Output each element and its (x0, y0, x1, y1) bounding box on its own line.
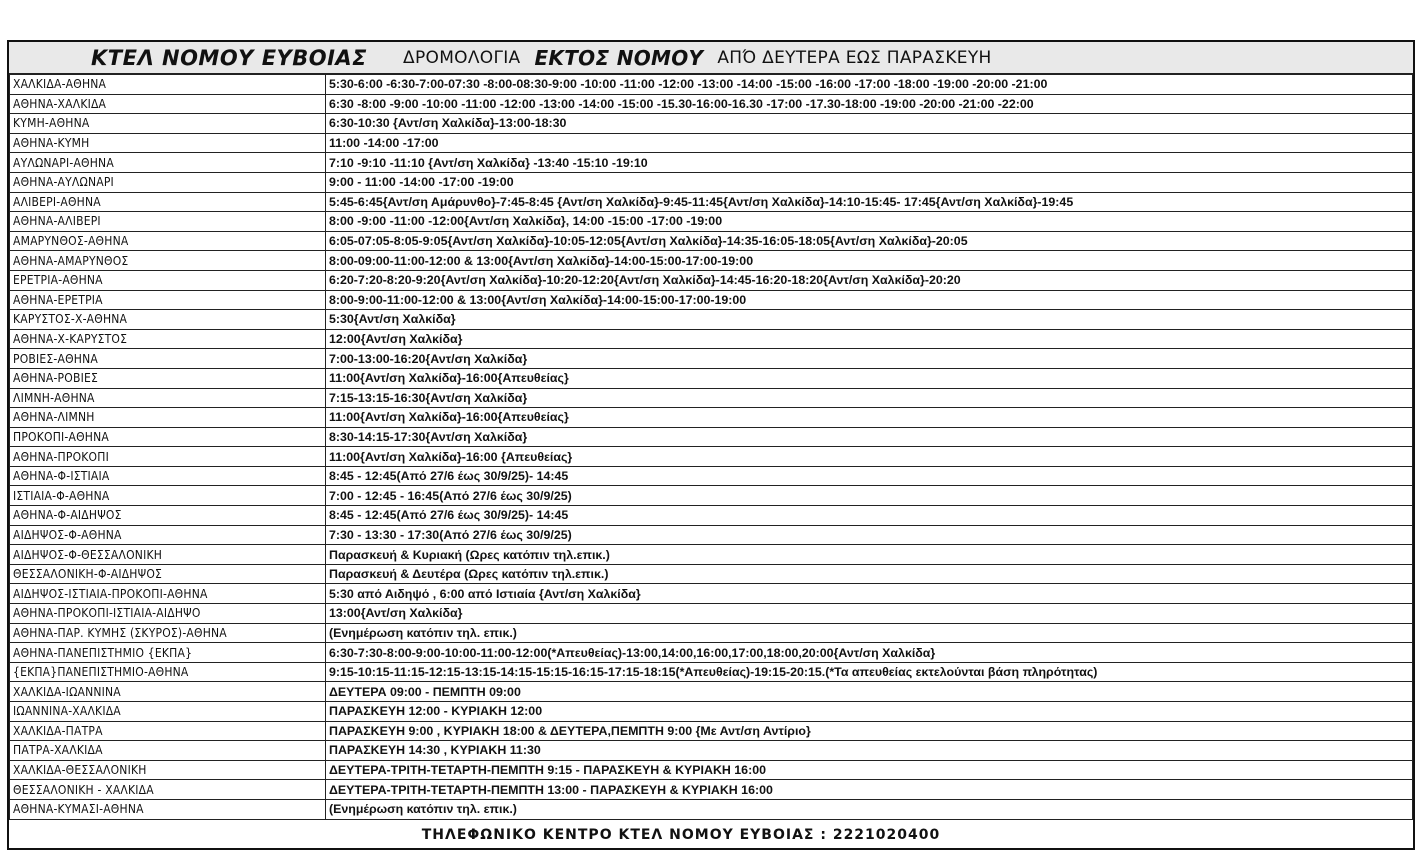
route-name: ΑΘΗΝΑ-ΚΥΜΗ (10, 133, 326, 153)
table-row (10, 604, 1413, 624)
route-name: ΑΘΗΝΑ-Φ-ΑΙΔΗΨΟΣ (10, 506, 326, 526)
route-times: 7:30 - 13:30 - 17:30(Από 27/6 έως 30/9/25) (326, 525, 1413, 545)
route-name: ΑΙΔΗΨΟΣ-ΙΣΤΙΑΙΑ-ΠΡΟΚΟΠΙ-ΑΘΗΝΑ (10, 584, 326, 604)
table-row (10, 310, 1413, 330)
table-row (10, 114, 1413, 134)
route-times: ΠΑΡΑΣΚΕΥΗ 14:30 , ΚΥΡΙΑΚΗ 11:30 (326, 741, 1413, 761)
route-name: ΧΑΛΚΙΔΑ-ΑΘΗΝΑ (10, 75, 326, 95)
route-times: 9:15-10:15-11:15-12:15-13:15-14:15-15:15-16:15-17:15-18:15(*Απευθείας)-19:15-20:15.(*Τα απευθείας εκτελούνται βάση πληρότητας) (326, 662, 1413, 682)
route-times: 6:30 -8:00 -9:00 -10:00 -11:00 -12:00 -13:00 -14:00 -15:00 -15.30-16:00-16.30 -17:00 -17.30-18:00 -19:00 -20:00 -21:00 -22:00 (326, 94, 1413, 114)
table-row (10, 447, 1413, 467)
route-times: 8:00-9:00-11:00-12:00 & 13:00{Αντ/ση Χαλκίδα}-14:00-15:00-17:00-19:00 (326, 290, 1413, 310)
route-times: 11:00 -14:00 -17:00 (326, 133, 1413, 153)
route-name: ΑΘΗΝΑ-ΠΑΡ. ΚΥΜΗΣ (ΣΚΥΡΟΣ)-ΑΘΗΝΑ (10, 623, 326, 643)
table-row (10, 388, 1413, 408)
header-scope: ΕΚΤΟΣ ΝΟΜΟΥ (534, 45, 704, 70)
table-row (10, 94, 1413, 114)
route-times: 7:00-13:00-16:20{Αντ/ση Χαλκίδα} (326, 349, 1413, 369)
table-row (10, 270, 1413, 290)
route-times: (Ενημέρωση κατόπιν τηλ. επικ.) (326, 799, 1413, 819)
route-times: ΠΑΡΑΣΚΕΥΗ 12:00 - ΚΥΡΙΑΚΗ 12:00 (326, 702, 1413, 722)
route-times: 7:15-13:15-16:30{Αντ/ση Χαλκίδα} (326, 388, 1413, 408)
route-name: ΑΘΗΝΑ-ΠΑΝΕΠΙΣΤΗΜΙΟ {ΕΚΠΑ} (10, 643, 326, 663)
table-row (10, 525, 1413, 545)
route-times: 5:30{Αντ/ση Χαλκίδα} (326, 310, 1413, 330)
route-times: 6:05-07:05-8:05-9:05{Αντ/ση Χαλκίδα}-10:05-12:05{Αντ/ση Χαλκίδα}-14:35-16:05-18:05{Αντ/ση Χαλκίδα}-20:05 (326, 231, 1413, 251)
timetable-sheet (7, 40, 1415, 850)
route-times: 8:00-09:00-11:00-12:00 & 13:00{Αντ/ση Χαλκίδα}-14:00-15:00-17:00-19:00 (326, 251, 1413, 271)
table-row (10, 564, 1413, 584)
route-times: 5:30 από Αιδηψό , 6:00 από Ιστιαία {Αντ/ση Χαλκίδα} (326, 584, 1413, 604)
route-times: 11:00{Αντ/ση Χαλκίδα}-16:00 {Απευθείας} (326, 447, 1413, 467)
route-name: ΑΘΗΝΑ-ΑΜΑΡΥΝΘΟΣ (10, 251, 326, 271)
table-row (10, 368, 1413, 388)
route-name: ΛΙΜΝΗ-ΑΘΗΝΑ (10, 388, 326, 408)
route-times: 7:10 -9:10 -11:10 {Αντ/ση Χαλκίδα} -13:40 -15:10 -19:10 (326, 153, 1413, 173)
route-times: 8:45 - 12:45(Από 27/6 έως 30/9/25)- 14:45 (326, 506, 1413, 526)
route-name: ΑΘΗΝΑ-ΑΥΛΩΝΑΡΙ (10, 172, 326, 192)
route-name: {ΕΚΠΑ}ΠΑΝΕΠΙΣΤΗΜΙΟ-ΑΘΗΝΑ (10, 662, 326, 682)
route-name: ΕΡΕΤΡΙΑ-ΑΘΗΝΑ (10, 270, 326, 290)
table-row (10, 251, 1413, 271)
route-times: ΔΕΥΤΕΡΑ-ΤΡΙΤΗ-ΤΕΤΑΡΤΗ-ΠΕΜΠΤΗ 9:15 - ΠΑΡΑΣΚΕΥΗ & ΚΥΡΙΑΚΗ 16:00 (326, 760, 1413, 780)
table-row (10, 408, 1413, 428)
route-times: ΔΕΥΤΕΡΑ-ΤΡΙΤΗ-ΤΕΤΑΡΤΗ-ΠΕΜΠΤΗ 13:00 - ΠΑΡΑΣΚΕΥΗ & ΚΥΡΙΑΚΗ 16:00 (326, 780, 1413, 800)
route-times: 13:00{Αντ/ση Χαλκίδα} (326, 604, 1413, 624)
route-times: 8:30-14:15-17:30{Αντ/ση Χαλκίδα} (326, 427, 1413, 447)
route-name: ΠΡΟΚΟΠΙ-ΑΘΗΝΑ (10, 427, 326, 447)
route-name: ΠΑΤΡΑ-ΧΑΛΚΙΔΑ (10, 741, 326, 761)
route-times: 6:30-7:30-8:00-9:00-10:00-11:00-12:00(*Απευθείας)-13:00,14:00,16:00,17:00,18:00,20:00{Αντ/ση Χαλκίδα} (326, 643, 1413, 663)
table-row (10, 662, 1413, 682)
route-times: Παρασκευή & Κυριακή (Ωρες κατόπιν τηλ.επικ.) (326, 545, 1413, 565)
route-times: 6:20-7:20-8:20-9:20{Αντ/ση Χαλκίδα}-10:20-12:20{Αντ/ση Χαλκίδα}-14:45-16:20-18:20{Αντ/ση Χαλκίδα}-20:20 (326, 270, 1413, 290)
route-name: ΑΥΛΩΝΑΡΙ-ΑΘΗΝΑ (10, 153, 326, 173)
table-row (10, 486, 1413, 506)
route-name: ΑΘΗΝΑ-ΧΑΛΚΙΔΑ (10, 94, 326, 114)
route-name: ΑΙΔΗΨΟΣ-Φ-ΘΕΣΣΑΛΟΝΙΚΗ (10, 545, 326, 565)
route-name: ΑΘΗΝΑ-ΚΥΜΑΣΙ-ΑΘΗΝΑ (10, 799, 326, 819)
timetable-header (9, 42, 1413, 74)
route-name: ΚΑΡΥΣΤΟΣ-Χ-ΑΘΗΝΑ (10, 310, 326, 330)
route-name: ΧΑΛΚΙΔΑ-ΘΕΣΣΑΛΟΝΙΚΗ (10, 760, 326, 780)
route-times: 6:30-10:30 {Αντ/ση Χαλκίδα}-13:00-18:30 (326, 114, 1413, 134)
table-row (10, 231, 1413, 251)
table-row (10, 721, 1413, 741)
route-times: 11:00{Αντ/ση Χαλκίδα}-16:00{Απευθείας} (326, 368, 1413, 388)
route-name: ΑΘΗΝΑ-ΠΡΟΚΟΠΙ-ΙΣΤΙΑΙΑ-ΑΙΔΗΨΟ (10, 604, 326, 624)
route-times: 5:45-6:45{Αντ/ση Αμάρυνθο}-7:45-8:45 {Αντ/ση Χαλκίδα}-9:45-11:45{Αντ/ση Χαλκίδα}-14:10-15:45- 17:45{Αντ/ση Χαλκίδα}-19:45 (326, 192, 1413, 212)
route-name: ΑΘΗΝΑ-ΑΛΙΒΕΡΙ (10, 212, 326, 232)
table-row (10, 192, 1413, 212)
table-row (10, 643, 1413, 663)
schedule-table (9, 74, 1413, 820)
route-times: 7:00 - 12:45 - 16:45(Από 27/6 έως 30/9/25) (326, 486, 1413, 506)
route-times: ΠΑΡΑΣΚΕΥΗ 9:00 , ΚΥΡΙΑΚΗ 18:00 & ΔΕΥΤΕΡΑ,ΠΕΜΠΤΗ 9:00 {Με Αντ/ση Αντίριο} (326, 721, 1413, 741)
route-name: ΑΜΑΡΥΝΘΟΣ-ΑΘΗΝΑ (10, 231, 326, 251)
header-subtitle: ΔΡΟΜΟΛΟΓΙΑ (403, 47, 521, 68)
route-times: 11:00{Αντ/ση Χαλκίδα}-16:00{Απευθείας} (326, 408, 1413, 428)
route-name: ΑΘΗΝΑ-ΛΙΜΝΗ (10, 408, 326, 428)
route-name: ΧΑΛΚΙΔΑ-ΙΩΑΝΝΙΝΑ (10, 682, 326, 702)
header-days: ΑΠΌ ΔΕΥΤΕΡΑ ΕΩΣ ΠΑΡΑΣΚΕΥΗ (717, 47, 992, 68)
table-row (10, 506, 1413, 526)
route-name: ΘΕΣΣΑΛΟΝΙΚΗ - ΧΑΛΚΙΔΑ (10, 780, 326, 800)
route-times: ΔΕΥΤΕΡΑ 09:00 - ΠΕΜΠΤΗ 09:00 (326, 682, 1413, 702)
table-row (10, 153, 1413, 173)
route-name: ΑΘΗΝΑ-Χ-ΚΑΡΥΣΤΟΣ (10, 329, 326, 349)
route-times: Παρασκευή & Δευτέρα (Ωρες κατόπιν τηλ.επικ.) (326, 564, 1413, 584)
table-row (10, 349, 1413, 369)
route-name: ΑΙΔΗΨΟΣ-Φ-ΑΘΗΝΑ (10, 525, 326, 545)
company-name: ΚΤΕΛ ΝΟΜΟΥ ΕΥΒΟΙΑΣ (91, 45, 368, 70)
route-name: ΚΥΜΗ-ΑΘΗΝΑ (10, 114, 326, 134)
table-row (10, 466, 1413, 486)
route-name: ΑΘΗΝΑ-ΠΡΟΚΟΠΙ (10, 447, 326, 467)
table-row (10, 584, 1413, 604)
route-times: 5:30-6:00 -6:30-7:00-07:30 -8:00-08:30-9:00 -10:00 -11:00 -12:00 -13:00 -14:00 -15:00 -16:00 -17:00 -18:00 -19:00 -20:00 -21:00 (326, 75, 1413, 95)
table-row (10, 75, 1413, 95)
table-row (10, 623, 1413, 643)
table-row (10, 427, 1413, 447)
table-row (10, 172, 1413, 192)
phone-center-footer: ΤΗΛΕΦΩΝΙΚΟ ΚΕΝΤΡΟ ΚΤΕΛ ΝΟΜΟΥ ΕΥΒΟΙΑΣ : 2221020400 (421, 827, 941, 843)
table-row (10, 545, 1413, 565)
table-row (10, 760, 1413, 780)
table-row (10, 329, 1413, 349)
route-times: 8:45 - 12:45(Από 27/6 έως 30/9/25)- 14:45 (326, 466, 1413, 486)
route-name: ΘΕΣΣΑΛΟΝΙΚΗ-Φ-ΑΙΔΗΨΟΣ (10, 564, 326, 584)
table-row (10, 741, 1413, 761)
route-name: ΑΘΗΝΑ-ΕΡΕΤΡΙΑ (10, 290, 326, 310)
route-name: ΡΟΒΙΕΣ-ΑΘΗΝΑ (10, 349, 326, 369)
table-row (10, 799, 1413, 819)
route-times: (Ενημέρωση κατόπιν τηλ. επικ.) (326, 623, 1413, 643)
route-name: ΙΩΑΝΝΙΝΑ-ΧΑΛΚΙΔΑ (10, 702, 326, 722)
route-times: 12:00{Αντ/ση Χαλκίδα} (326, 329, 1413, 349)
route-name: ΑΘΗΝΑ-Φ-ΙΣΤΙΑΙΑ (10, 466, 326, 486)
route-name: ΧΑΛΚΙΔΑ-ΠΑΤΡΑ (10, 721, 326, 741)
route-name: ΑΛΙΒΕΡΙ-ΑΘΗΝΑ (10, 192, 326, 212)
table-row (10, 290, 1413, 310)
route-times: 8:00 -9:00 -11:00 -12:00{Αντ/ση Χαλκίδα}, 14:00 -15:00 -17:00 -19:00 (326, 212, 1413, 232)
table-row (10, 212, 1413, 232)
route-times: 9:00 - 11:00 -14:00 -17:00 -19:00 (326, 172, 1413, 192)
table-row (10, 133, 1413, 153)
table-row (10, 702, 1413, 722)
route-name: ΑΘΗΝΑ-ΡΟΒΙΕΣ (10, 368, 326, 388)
table-row (10, 780, 1413, 800)
table-row (10, 682, 1413, 702)
route-name: ΙΣΤΙΑΙΑ-Φ-ΑΘΗΝΑ (10, 486, 326, 506)
